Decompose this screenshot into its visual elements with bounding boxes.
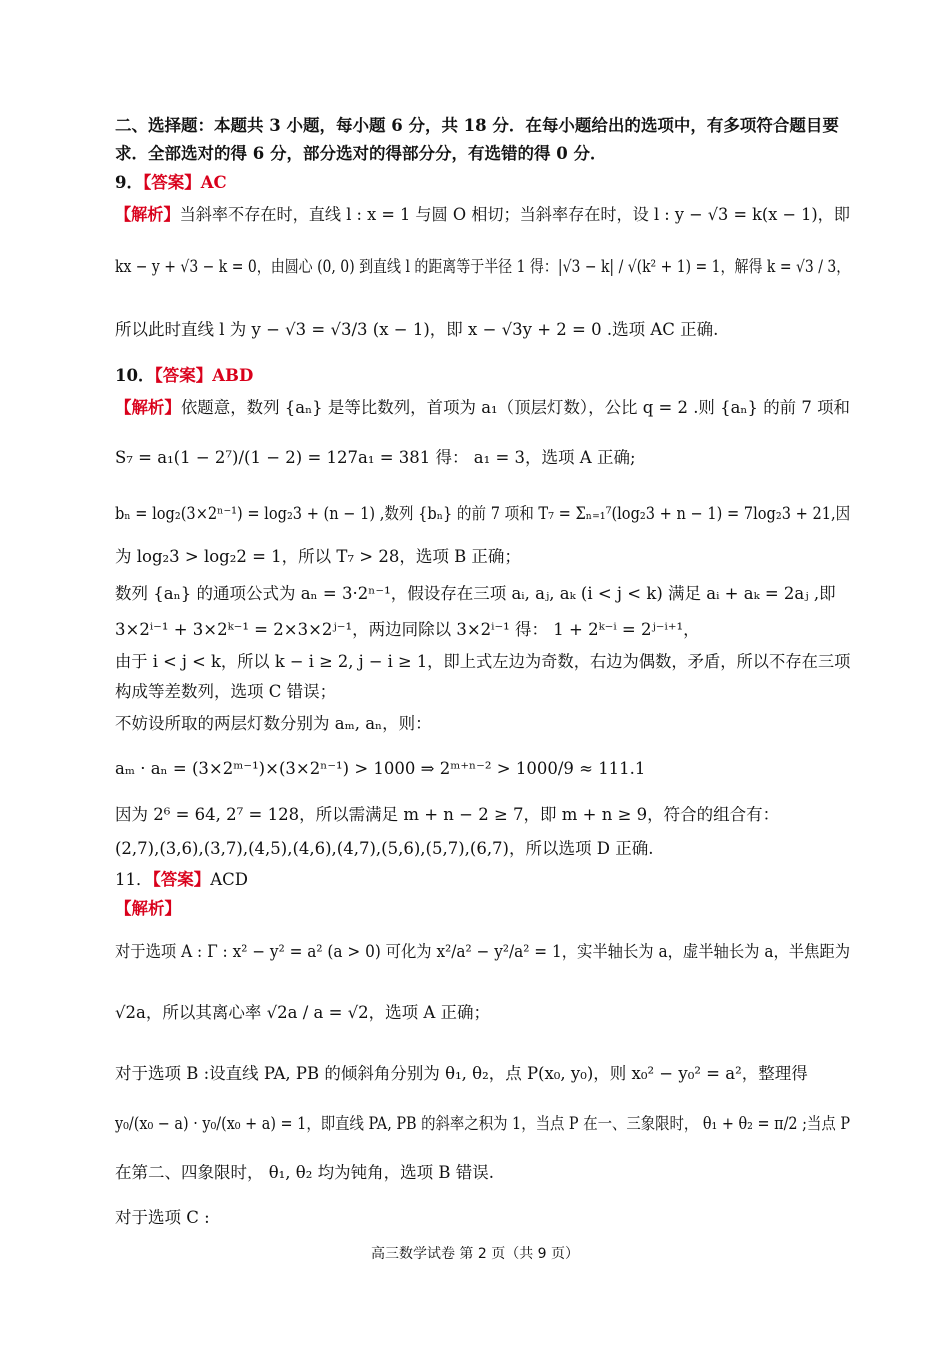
q10-line4: 为 log₂3 > log₂2 = 1，所以 T₇ > 28，选项 B 正确； <box>115 547 521 566</box>
q11-number: 11． <box>115 870 153 889</box>
q10-answer: ABD <box>212 366 254 385</box>
q10-line9: 不妨设所取的两层灯数分别为 aₘ, aₙ，则： <box>115 714 432 733</box>
q11-line4: y₀/(x₀ − a) · y₀/(x₀ + a) = 1，即直线 PA, PB 的斜率之积为 1，当点 P 在一、三象限时， θ₁ + θ₂ = π/2 ;当点 P <box>115 1114 851 1133</box>
q10-line10: aₘ · aₙ = (3×2ᵐ⁻¹)×(3×2ⁿ⁻¹) > 1000 ⇒ 2ᵐ⁺ⁿ⁻² > 1000/9 ≈ 111.1 <box>115 759 646 778</box>
q10-line5: 数列 {aₙ} 的通项公式为 aₙ = 3·2ⁿ⁻¹，假设存在三项 aᵢ, aⱼ, aₖ (i < j < k) 满足 aᵢ + aₖ = 2aⱼ ,即 <box>115 584 836 603</box>
q11-analysis-tag-line <box>115 898 850 920</box>
q10-number: 10． <box>115 366 155 385</box>
q11-answer-tag: 【答案】 <box>152 870 211 889</box>
q10-analysis-line1 <box>115 397 848 419</box>
q11-line1: 对于选项 A : Γ : x² − y² = a² (a > 0) 可化为 x²/a² − y²/a² = 1，实半轴长为 a，虚半轴长为 a，半焦距为 <box>115 942 851 961</box>
q11-analysis-tag: 【解析】 <box>115 899 181 918</box>
q9-analysis-line1 <box>115 204 850 226</box>
q9-number: 9． <box>115 173 143 192</box>
q10-analysis-tag: 【解析】 <box>115 398 181 417</box>
q11-line2: √2a，所以其离心率 √2a / a = √2，选项 A 正确； <box>115 1003 491 1022</box>
q11-line6: 对于选项 C : <box>115 1208 210 1227</box>
section-heading-line1: 二、选择题：本题共 3 小题，每小题 6 分，共 18 分．在每小题给出的选项中，有多项符合题目要 <box>115 116 839 135</box>
q10-answer-tag: 【答案】 <box>154 366 213 385</box>
q9-text1: 当斜率不存在时，直线 l : x = 1 与圆 O 相切；当斜率存在时，设 l : y − √3 = k(x − 1)，即 <box>179 205 850 224</box>
q9-analysis-line2: kx − y + √3 − k = 0，由圆心 (0, 0) 到直线 l 的距离等于半径 1 得：|√3 − k| / √(k² + 1) = 1，解得 k = √3 / 3， <box>115 257 851 276</box>
q9-answer: AC <box>200 173 227 192</box>
q9-analysis-tag: 【解析】 <box>115 205 180 224</box>
page-footer: 高三数学试卷 第 2 页（共 9 页） <box>370 1246 580 1262</box>
q10-text1: 依题意，数列 {aₙ} 是等比数列，首项为 a₁（顶层灯数），公比 q = 2 .则 {aₙ} 的前 7 项和 <box>180 398 850 417</box>
q10-line12: (2,7),(3,6),(3,7),(4,5),(4,6),(4,7),(5,6),(5,7),(6,7)，所以选项 D 正确. <box>115 839 654 858</box>
q10-line8: 构成等差数列，选项 C 错误； <box>115 682 337 701</box>
q10-line6: 3×2ⁱ⁻¹ + 3×2ᵏ⁻¹ = 2×3×2ʲ⁻¹，两边同除以 3×2ⁱ⁻¹ 得： 1 + 2ᵏ⁻ⁱ = 2ʲ⁻ⁱ⁺¹， <box>115 620 700 639</box>
q10-answer-line <box>115 365 850 387</box>
q11-line5: 在第二、四象限时， θ₁, θ₂ 均为钝角，选项 B 错误. <box>115 1163 494 1182</box>
q10-line11: 因为 2⁶ = 64, 2⁷ = 128，所以需满足 m + n − 2 ≥ 7，即 m + n ≥ 9，符合的组合有： <box>115 805 780 824</box>
q10-line3: bₙ = log₂(3×2ⁿ⁻¹) = log₂3 + (n − 1) ,数列 {bₙ} 的前 7 项和 T₇ = Σₙ₌₁⁷(log₂3 + n − 1) = 7log₂3 + 21,因 <box>115 504 851 523</box>
q9-answer-tag: 【答案】 <box>142 173 201 192</box>
q9-analysis-line3: 所以此时直线 l 为 y − √3 = √3/3 (x − 1)，即 x − √3y + 2 = 0 .选项 AC 正确. <box>115 320 719 339</box>
q10-line7: 由于 i < j < k，所以 k − i ≥ 2, j − i ≥ 1，即上式左边为奇数，右边为偶数，矛盾，所以不存在三项 <box>115 652 851 671</box>
section-heading-line2: 求．全部选对的得 6 分，部分选对的得部分分，有选错的得 0 分． <box>115 144 607 163</box>
q10-line2: S₇ = a₁(1 − 2⁷)/(1 − 2) = 127a₁ = 381 得： a₁ = 3，选项 A 正确; <box>115 448 636 467</box>
q9-answer-line <box>115 172 850 194</box>
q11-line3: 对于选项 B :设直线 PA, PB 的倾斜角分别为 θ₁, θ₂，点 P(x₀, y₀)，则 x₀² − y₀² = a²，整理得 <box>115 1064 808 1083</box>
q11-answer: ACD <box>210 870 249 889</box>
q11-answer-line <box>115 869 850 891</box>
